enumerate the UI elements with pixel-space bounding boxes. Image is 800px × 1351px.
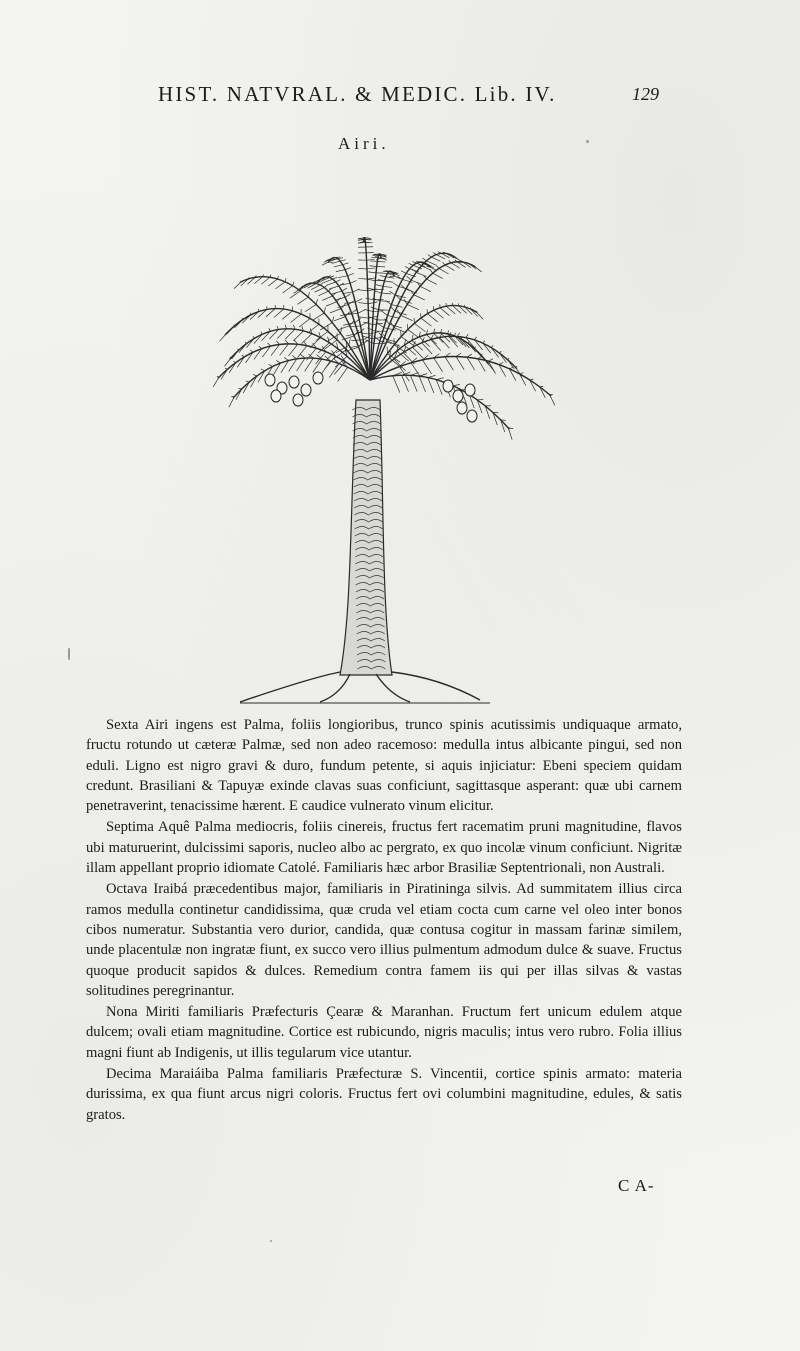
paragraph: Septima Aquê Palma mediocris, foliis cinereis, fructus fert racematim pruni magnitudine, flavos ubi maturuerint, dulcissimi saporis, nucleo albo ac pergrato, ex quo incolæ vinum conficiunt. Nigritæ illam appellant proprio idiomate Catolé. Familiaris hæc arbor Brasiliæ Septentrionali, non Australi. xyxy=(86,819,682,877)
paragraph: Nona Miriti familiaris Præfecturis Çearæ & Maranhan. Fructum fert unicum edulem atque dulcem; ovali etiam magnitudine. Cortice est rubicundo, nigris maculis; intus vero rubro. Folia illius magni fiunt ab Indigenis, ut illis tegularum vice utantur. xyxy=(86,1004,682,1061)
body-text xyxy=(86,715,682,1126)
paragraph: Decima Maraiáiba Palma familiaris Præfecturæ S. Vincentii, cortice spinis armato: materia durissima, ex qua fiunt arcus nigri coloris. Fructus fert ovi columbini magnitudine, edules, & satis gratos. xyxy=(86,1066,682,1123)
paragraph: Sexta Airi ingens est Palma, foliis longioribus, trunco spinis acutissimis undiquaque armato, fructu rotundo ut cæteræ Palmæ, sed non adeo racemoso: medulla intus albicante pingui, sed non eduli. Ligno est nigro gravi & duro, fundum petente, si aquis injiciatur: Ebeni speciem quidam credunt. Brasiliani & Tapuyæ exinde clavas suas conficiunt, sagittasque asperant: quæ ubi carnem penetraverint, tenacissime hærent. E caudice vulnerato vinum elicitur. xyxy=(86,717,682,815)
paper-mark xyxy=(68,648,70,660)
palm-tree-woodcut-icon xyxy=(200,150,560,710)
running-head: HIST. NATVRAL. & MEDIC. Lib. IV. xyxy=(158,82,557,106)
paper-mark xyxy=(586,140,589,143)
page-number: 129 xyxy=(632,84,659,104)
catchword: C A- xyxy=(618,1176,655,1195)
plate-title: Airi. xyxy=(338,134,390,153)
paragraph: Octava Iraibá præcedentibus major, familiaris in Piratininga silvis. Ad summitatem illius circa ramos medulla continetur candidissima, quæ cruda vel etiam cocta cum carne vel oleo inter bonos cibos numeratur. Substantia vero durior, candida, quæ contusa cogitur in massam farinæ similem, unde placentulæ non ingratæ fiunt, ex succo vero illius pulmentum admodum dulce & suave. Fructus quoque producit sapidos & dulces. Remedium contra famem iis qui per illas silvas & vastas solitudines peregrinantur. xyxy=(86,881,682,999)
paper-mark xyxy=(270,1240,272,1242)
